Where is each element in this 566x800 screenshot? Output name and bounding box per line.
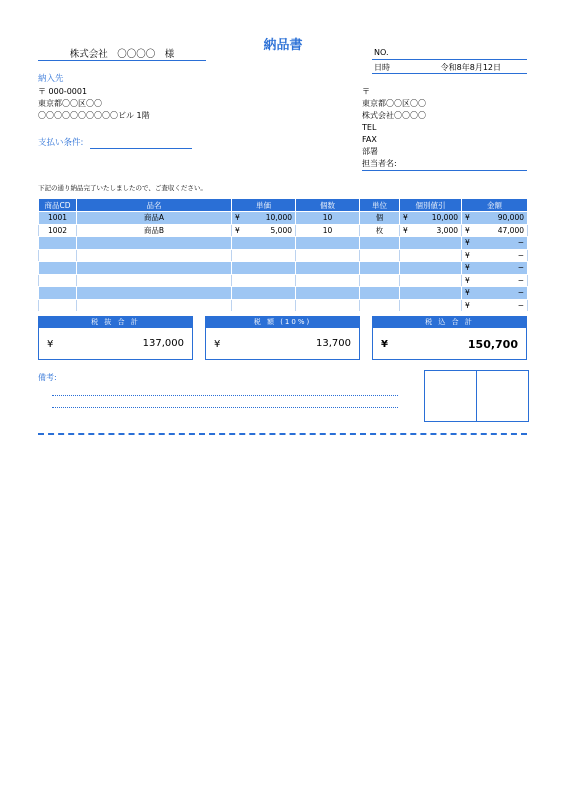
cell-price: [232, 299, 296, 312]
total-currency: ¥: [381, 339, 388, 350]
cell-value: 個: [375, 213, 384, 223]
sender-dept: 部署: [362, 147, 378, 156]
cell-unit: [360, 287, 400, 300]
cell-code: [39, 212, 77, 225]
cell-price: [232, 249, 296, 262]
total-box: [372, 316, 527, 360]
cell-code: [39, 249, 77, 262]
total-label: 税 込 合 計: [373, 317, 526, 328]
cell-unit: [360, 224, 400, 237]
cell-discount: [400, 287, 462, 300]
delivery-postal: 〒 000-0001: [38, 87, 88, 96]
currency-symbol: ¥: [465, 250, 470, 260]
delivery-label: 納入先: [38, 74, 64, 84]
cell-value: −: [517, 300, 524, 310]
cell-discount: [400, 249, 462, 262]
cell-name: [77, 299, 232, 312]
cell-value: −: [517, 263, 524, 273]
date-value: 令和8年8月12日: [440, 63, 501, 72]
cell-qty: [296, 249, 360, 262]
cell-amount: [462, 249, 528, 262]
cell-unit: [360, 237, 400, 250]
stamp-box-divider: [476, 371, 477, 421]
cell-qty: [296, 237, 360, 250]
intro-text: 下記の通り納品完了いたしましたので、ご査収ください。: [38, 184, 207, 192]
payment-terms-label: 支払い条件:: [38, 138, 84, 148]
cell-value: −: [517, 238, 524, 248]
sender-company: 株式会社〇〇〇〇: [362, 111, 426, 120]
delivery-address-line1: 東京都〇〇区〇〇: [38, 99, 102, 108]
header-qty: 個数: [296, 199, 360, 212]
cell-name: [77, 287, 232, 300]
table-row: [39, 274, 528, 287]
cell-discount: [400, 262, 462, 275]
sender-fax: FAX: [362, 135, 377, 144]
cell-value: 10,000: [431, 213, 458, 223]
table-row: [39, 249, 528, 262]
cell-discount: [400, 237, 462, 250]
cell-amount: [462, 212, 528, 225]
header-amount: 金額: [462, 199, 528, 212]
cell-qty: [296, 299, 360, 312]
cell-unit: [360, 274, 400, 287]
cell-amount: [462, 262, 528, 275]
sender-postal: 〒: [362, 87, 370, 96]
cell-discount: [400, 212, 462, 225]
cell-value: −: [517, 288, 524, 298]
cell-discount: [400, 224, 462, 237]
tax-box: [205, 316, 360, 360]
cell-value: 3,000: [436, 225, 458, 235]
cell-qty: [296, 262, 360, 275]
sender-address: 東京都〇〇区〇〇: [362, 99, 426, 108]
cell-amount: [462, 274, 528, 287]
cell-name: [77, 262, 232, 275]
cell-price: [232, 274, 296, 287]
cell-code: [39, 237, 77, 250]
doc-number-row: [372, 47, 527, 60]
cell-name: [77, 274, 232, 287]
header-price: 単価: [232, 199, 296, 212]
cell-discount: [400, 299, 462, 312]
items-header-row: [39, 199, 528, 212]
cell-amount: [462, 299, 528, 312]
currency-symbol: ¥: [465, 288, 470, 298]
total-value: 150,700: [467, 338, 518, 351]
tax-label: 税 額 (10%): [206, 317, 359, 328]
cell-price: [232, 224, 296, 237]
stamp-box: [424, 370, 529, 422]
cell-qty: [296, 287, 360, 300]
currency-symbol: ¥: [465, 275, 470, 285]
cell-unit: [360, 212, 400, 225]
currency-symbol: ¥: [465, 263, 470, 273]
cell-price: [232, 237, 296, 250]
cell-name: [77, 237, 232, 250]
cell-unit: [360, 299, 400, 312]
header-name: 品名: [77, 199, 232, 212]
cell-qty: [296, 274, 360, 287]
cell-value: 10,000: [265, 213, 292, 223]
date-row: [372, 61, 527, 74]
cell-value: 10: [322, 213, 333, 223]
tax-value: 13,700: [316, 338, 351, 349]
cell-value: 5,000: [270, 225, 292, 235]
currency-symbol: ¥: [403, 213, 408, 223]
cell-name: [77, 224, 232, 237]
table-row: [39, 299, 528, 312]
sender-tel: TEL: [362, 123, 377, 132]
currency-symbol: ¥: [235, 225, 240, 235]
cell-price: [232, 262, 296, 275]
currency-symbol: ¥: [465, 238, 470, 248]
cell-discount: [400, 274, 462, 287]
items-table: [38, 198, 528, 312]
cell-code: [39, 262, 77, 275]
currency-symbol: ¥: [465, 213, 470, 223]
cell-value: −: [517, 250, 524, 260]
currency-symbol: ¥: [465, 300, 470, 310]
cell-qty: [296, 224, 360, 237]
customer-name: 株式会社 〇〇〇〇 様: [38, 46, 206, 61]
cell-code: [39, 274, 77, 287]
cell-price: [232, 287, 296, 300]
delivery-address: [38, 86, 150, 122]
notes-label: 備考:: [38, 373, 57, 382]
currency-symbol: ¥: [403, 225, 408, 235]
cell-amount: [462, 237, 528, 250]
currency-symbol: ¥: [465, 225, 470, 235]
cell-name: [77, 249, 232, 262]
cut-line: [38, 433, 527, 435]
sender-block: [362, 86, 527, 171]
notes-line-1: [52, 395, 398, 396]
cell-unit: [360, 262, 400, 275]
cell-code: [39, 287, 77, 300]
cell-value: 90,000: [497, 213, 524, 223]
cell-value: 47,000: [497, 225, 524, 235]
cell-value: 1002: [47, 225, 68, 235]
subtotal-value: 137,000: [142, 338, 184, 349]
page-title: 納品書: [263, 38, 303, 53]
payment-terms-line: [90, 147, 192, 149]
table-row: [39, 287, 528, 300]
header-code: 商品CD: [39, 199, 77, 212]
header-unit: 単位: [360, 199, 400, 212]
subtotal-box: [38, 316, 193, 360]
cell-code: [39, 224, 77, 237]
currency-symbol: ¥: [235, 213, 240, 223]
subtotal-label: 税 抜 合 計: [39, 317, 192, 328]
cell-value: 商品A: [143, 213, 165, 223]
notes-line-2: [52, 407, 398, 408]
doc-number-label: NO.: [374, 48, 389, 57]
table-row: [39, 224, 528, 237]
cell-value: 10: [322, 225, 333, 235]
cell-value: 枚: [375, 225, 384, 235]
cell-value: 商品B: [143, 225, 165, 235]
cell-code: [39, 299, 77, 312]
table-row: [39, 212, 528, 225]
cell-value: −: [517, 275, 524, 285]
cell-value: 1001: [47, 213, 68, 223]
cell-amount: [462, 224, 528, 237]
tax-currency: ¥: [214, 339, 221, 350]
table-row: [39, 262, 528, 275]
date-label: 日時: [374, 63, 390, 72]
header-discount: 個別値引: [400, 199, 462, 212]
subtotal-currency: ¥: [47, 339, 54, 350]
cell-price: [232, 212, 296, 225]
delivery-address-line2: 〇〇〇〇〇〇〇〇〇〇ビル 1階: [38, 111, 150, 120]
table-row: [39, 237, 528, 250]
cell-qty: [296, 212, 360, 225]
cell-unit: [360, 249, 400, 262]
cell-name: [77, 212, 232, 225]
cell-amount: [462, 287, 528, 300]
sender-person: 担当者名:: [362, 158, 527, 171]
